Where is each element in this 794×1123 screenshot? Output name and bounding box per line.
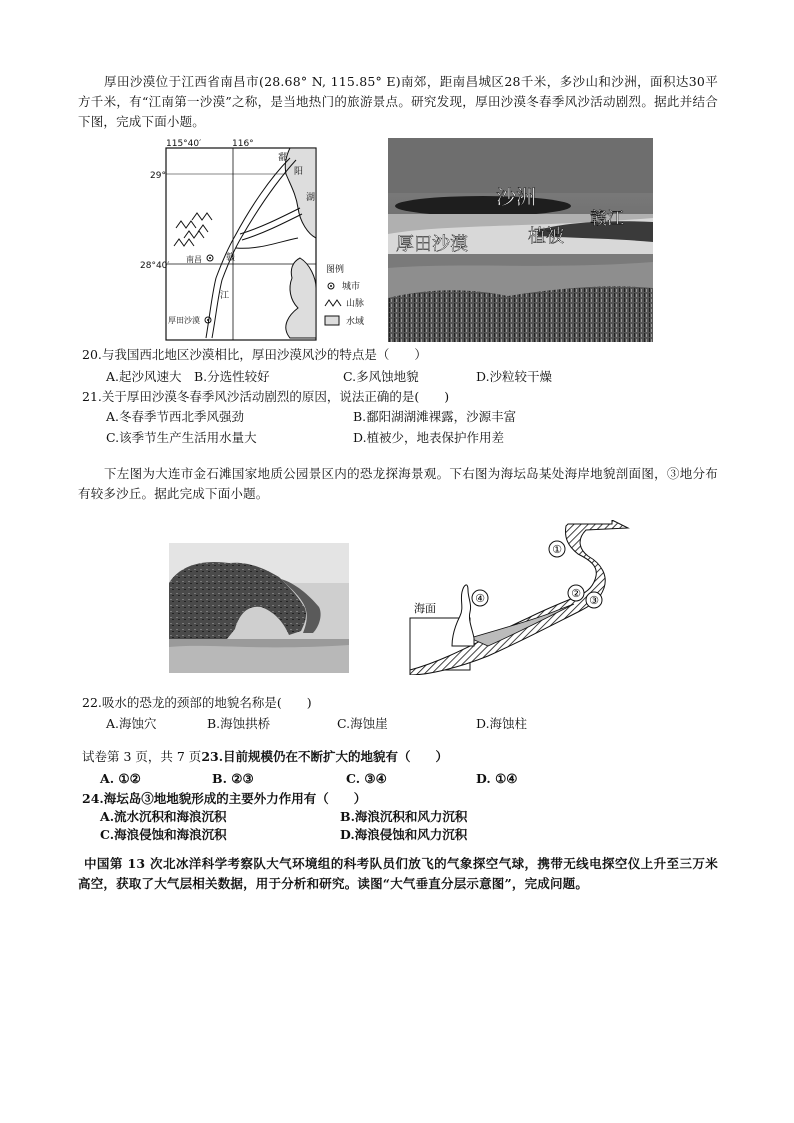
map-legend-mountain: 山脉	[346, 299, 365, 309]
map-label-gan: 赣	[226, 253, 236, 263]
question-21-option-b[interactable]: B.鄱阳湖湖滩裸露，沙源丰富	[353, 409, 517, 424]
map-label-jiang: 江	[220, 291, 230, 301]
question-24-stem: 24.海坛岛③地地貌形成的主要外力作用有（ ）	[82, 791, 367, 806]
profile-label-4: ④	[475, 592, 485, 605]
profile-label-1: ①	[552, 543, 562, 556]
question-22-option-d[interactable]: D.海蚀柱	[476, 716, 528, 731]
legend-water-icon	[325, 316, 339, 325]
photo-label-shazhou: 沙洲	[496, 185, 536, 209]
question-20-option-b[interactable]: B.分选性较好	[194, 369, 270, 384]
map-city-houtian: 厚田沙漠	[168, 316, 200, 325]
coast-profile-diagram	[408, 520, 638, 675]
photo-label-ganjiang: 赣江	[590, 209, 624, 229]
intro-paragraph-atmosphere: 中国第 13 次北冰洋科学考察队大气环境组的科考队员们放飞的气象探空气球，携带无线电探空仪上升至三万米高空，获取了大气层相关数据，用于分析和研究。读图“大气垂直分层示意图”，完成问题。	[78, 856, 718, 891]
question-22-option-a[interactable]: A.海蚀穴	[106, 716, 157, 731]
question-21-option-d[interactable]: D.植被少，地表保护作用差	[353, 430, 505, 445]
profile-sea-label: 海面	[414, 602, 436, 615]
map-lon-label-2: 116°	[232, 139, 254, 149]
question-23-stem: 23.目前规模仍在不断扩大的地貌有（ ）	[201, 749, 449, 764]
question-21-stem: 21.关于厚田沙漠冬春季风沙活动剧烈的原因，说法正确的是( )	[82, 389, 450, 404]
question-23-option-b[interactable]: B. ②③	[212, 771, 254, 786]
page-number-note: 试卷第 3 页，共 7 页	[82, 749, 202, 764]
question-20-option-c[interactable]: C.多风蚀地貌	[343, 369, 419, 384]
question-24-option-c[interactable]: C.海浪侵蚀和海浪沉积	[100, 827, 227, 842]
legend-mountain-icon	[325, 300, 341, 306]
map-lon-label-1: 115°40′	[166, 139, 202, 149]
map-label-yang: 阳	[294, 167, 304, 177]
question-22-option-b[interactable]: B.海蚀拱桥	[207, 716, 271, 731]
dinosaur-sea-photo	[169, 543, 349, 673]
houtian-location-map	[140, 138, 370, 343]
photo-label-zhibei: 植被	[528, 226, 564, 247]
question-23-line	[82, 748, 448, 766]
question-23-option-d[interactable]: D. ①④	[476, 771, 518, 786]
question-22-option-c[interactable]: C.海蚀崖	[337, 716, 388, 731]
question-24-option-b[interactable]: B.海浪沉积和风力沉积	[340, 809, 468, 824]
map-legend-water: 水域	[346, 317, 365, 327]
intro-paragraph-coast: 下左图为大连市金石滩国家地质公园景区内的恐龙探海景观。下右图为海坛岛某处海岸地貌剖面图，③地分布有较多沙丘。据此完成下面小题。	[78, 466, 718, 501]
question-22-stem: 22.吸水的恐龙的颈部的地貌名称是( )	[82, 695, 312, 710]
question-24-option-a[interactable]: A.流水沉积和海浪沉积	[100, 809, 227, 824]
profile-label-3: ③	[589, 594, 599, 607]
map-legend-city: 城市	[342, 282, 361, 292]
question-21-option-c[interactable]: C.该季节生产生活用水量大	[106, 430, 257, 445]
question-20-stem: 20.与我国西北地区沙漠相比，厚田沙漠风沙的特点是（ ）	[82, 347, 427, 362]
intro-paragraph-houtian: 厚田沙漠位于江西省南昌市(28.68° N, 115.85° E)南郊，距南昌城区28千米，多沙山和沙洲，面积达30平方千米，有“江南第一沙漠”之称，是当地热门的旅游景点。研究发现，厚田沙漠冬春季风沙活动剧烈。据此并结合下图，完成下面小题。	[78, 74, 718, 129]
question-23-option-a[interactable]: A. ①②	[100, 771, 141, 786]
profile-label-2: ②	[571, 587, 581, 600]
question-24-option-d[interactable]: D.海浪侵蚀和风力沉积	[340, 827, 468, 842]
question-23-option-c[interactable]: C. ③④	[346, 771, 387, 786]
houtian-desert-photo	[388, 138, 653, 342]
map-lat-label-2: 28°40′	[140, 261, 170, 271]
question-20-option-a[interactable]: A.起沙风速大	[106, 369, 182, 384]
question-20-option-d[interactable]: D.沙粒较干燥	[476, 369, 553, 384]
map-label-hu: 湖	[306, 193, 316, 203]
map-lat-label-1: 29°	[150, 171, 166, 181]
question-21-option-a[interactable]: A.冬春季节西北季风强劲	[106, 409, 245, 424]
map-legend-title: 图例	[326, 265, 345, 275]
map-city-nanchang: 南昌	[186, 255, 202, 264]
photo-label-houtian: 厚田沙漠	[396, 234, 468, 255]
map-label-po: 鄱	[278, 153, 288, 163]
